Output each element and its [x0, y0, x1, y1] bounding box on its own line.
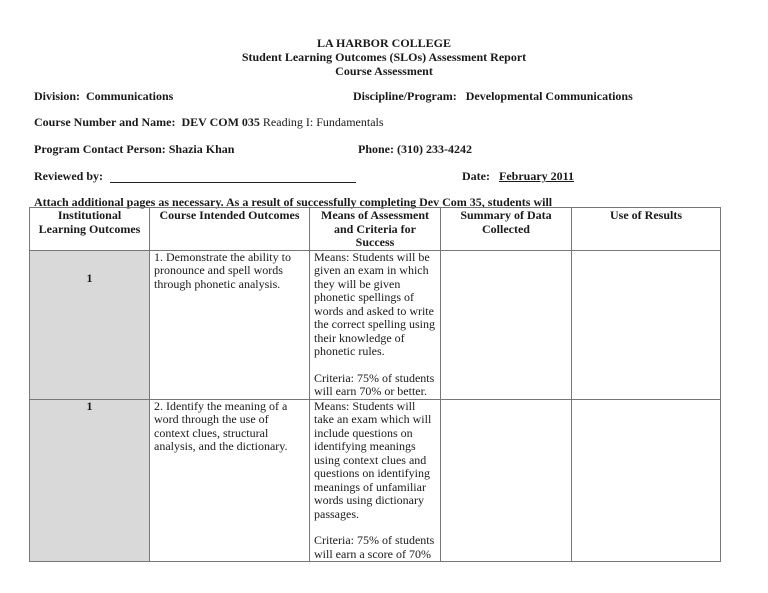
table-header-row [30, 208, 721, 251]
discipline-value: Developmental Communications [465, 89, 633, 103]
summary-cell[interactable] [441, 399, 572, 562]
reviewed-field [34, 169, 356, 183]
means-text: Means: Students will take an exam which will include questions on identifying meanings using context clues and questions on identifying meanings of unfamiliar words using dictionary passages. [314, 398, 432, 521]
ilo-cell [30, 250, 150, 399]
division-label: Division: [34, 89, 81, 103]
use-of-results-cell[interactable] [572, 250, 721, 399]
ilo-cell [30, 399, 150, 562]
reviewed-label: Reviewed by: [34, 169, 103, 183]
institution-name: LA HARBOR COLLEGE [316, 36, 452, 50]
summary-cell[interactable] [441, 250, 572, 399]
date-field [462, 169, 574, 183]
date-label: Date: [462, 169, 490, 183]
header-summary-of-data: Summary of Data Collected [441, 208, 572, 251]
report-type: Course Assessment [335, 64, 433, 78]
phone-label: Phone: [358, 142, 394, 156]
header-course-outcomes: Course Intended Outcomes [150, 208, 310, 251]
header-institutional-outcomes: Institutional Learning Outcomes [30, 208, 150, 251]
course-outcome-cell: 2. Identify the meaning of a word through the use of context clues, structural analysis, and the dictionary. [150, 399, 310, 562]
ilo-value: 1 [86, 270, 93, 285]
table-row [30, 250, 721, 399]
phone-value: (310) 233-4242 [397, 142, 472, 156]
course-label: Course Number and Name: [34, 115, 176, 129]
course-number: DEV COM 035 [181, 115, 260, 129]
means-cell [310, 250, 441, 399]
reviewed-blank-line [110, 170, 356, 183]
contact-field [34, 142, 234, 156]
criteria-text: Criteria: 75% of students will earn a score of 70% [314, 533, 435, 561]
header-use-of-results: Use of Results [572, 208, 721, 251]
ilo-value: 1 [86, 398, 93, 413]
slo-assessment-table [29, 207, 721, 562]
document-title-block [0, 36, 768, 78]
course-field [34, 115, 384, 129]
division-value: Communications [86, 89, 174, 103]
contact-label: Program Contact Person: [34, 142, 166, 156]
contact-value: Shazia Khan [168, 142, 235, 156]
instructions-text: Attach additional pages as necessary. As a result of successfully completing Dev Com 35, students will [34, 195, 553, 209]
discipline-label: Discipline/Program: [353, 89, 457, 103]
date-value: February 2011 [498, 169, 574, 183]
table-row [30, 399, 721, 562]
phone-field [358, 142, 472, 156]
report-title: Student Learning Outcomes (SLOs) Assessment Report [241, 50, 527, 64]
course-name: Reading I: Fundamentals [262, 115, 384, 129]
division-field [34, 89, 173, 103]
header-means-of-assessment: Means of Assessment and Criteria for Success [310, 208, 441, 251]
means-cell [310, 399, 441, 562]
criteria-text: Criteria: 75% of students will earn 70% or better. [314, 370, 435, 398]
means-text: Means: Students will be given an exam in which they will be given phonetic spellings of words and asked to write the correct spelling using their knowledge of phonetic rules. [314, 249, 435, 358]
course-outcome-cell: 1. Demonstrate the ability to pronounce and spell words through phonetic analysis. [150, 250, 310, 399]
use-of-results-cell[interactable] [572, 399, 721, 562]
discipline-field [353, 89, 633, 103]
